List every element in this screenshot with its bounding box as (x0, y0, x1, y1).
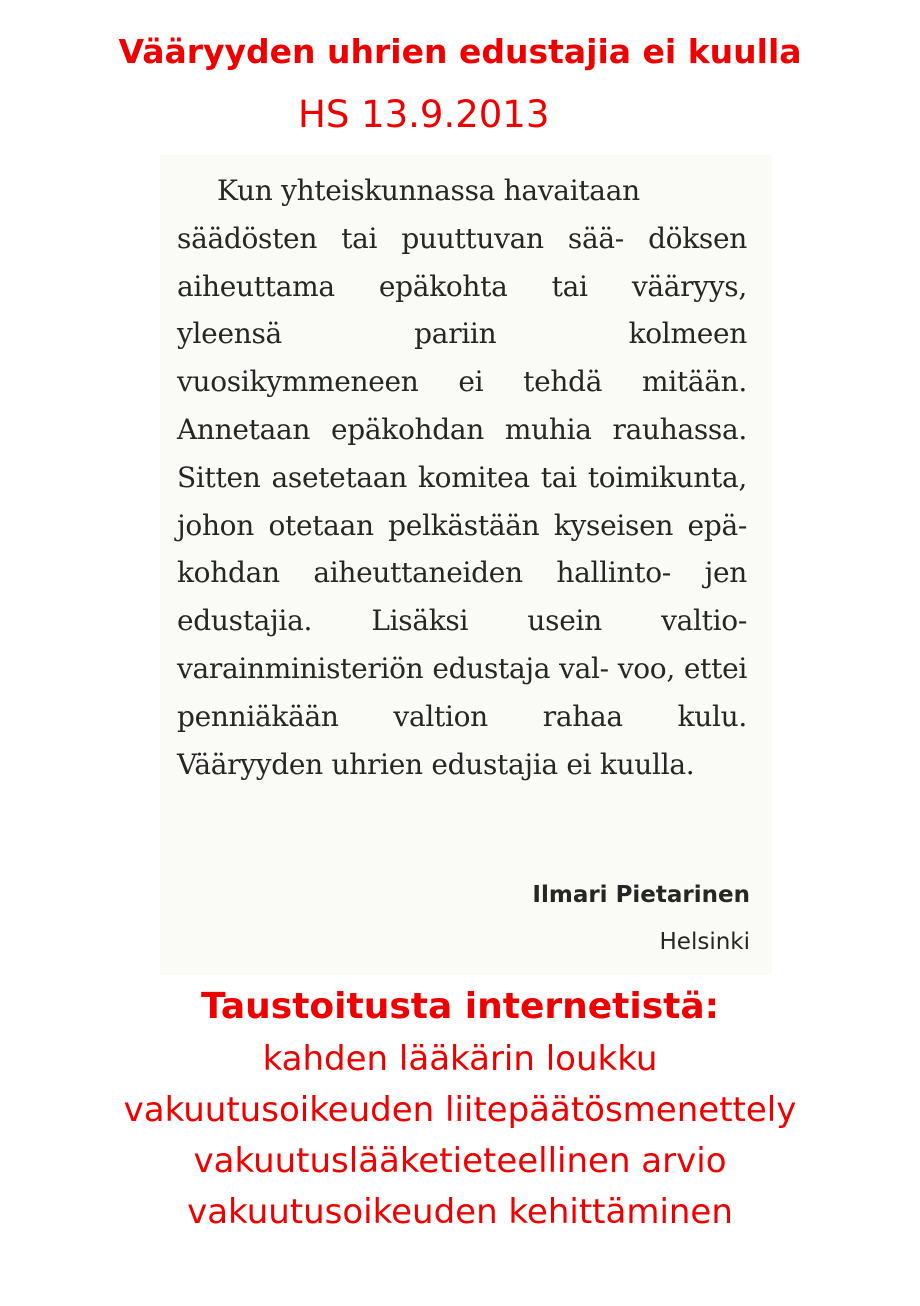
letter-body (177, 167, 747, 788)
source-date: HS 13.9.2013 (298, 93, 550, 136)
letter-line: otetaan pelkästään kyseisen epä- (268, 508, 747, 542)
headline: Vääryyden uhrien edustajia ei kuulla (118, 32, 802, 71)
letter-line: vuosikymmeneen ei tehdä (177, 365, 603, 399)
background-links (0, 1034, 920, 1238)
letter-line: kohdan aiheuttaneiden hallinto- (177, 556, 671, 590)
link-vakuutuslaaketieteellinen-arvio[interactable]: vakuutuslääketieteellinen arvio (193, 1141, 727, 1181)
newspaper-clipping (160, 155, 772, 975)
letter-line: varainministeriön edustaja val- (177, 651, 609, 685)
letter-line: mitään. Annetaan epäkohdan (177, 365, 747, 446)
letter-line: Kun yhteiskunnassa havaitaan (217, 174, 640, 207)
link-vakuutusoikeuden-kehittaminen[interactable]: vakuutusoikeuden kehittäminen (187, 1192, 733, 1232)
letter-city: Helsinki (659, 929, 750, 955)
letter-line: muhia rauhassa. Sitten asetetaan (177, 412, 747, 494)
letter-line: jen edustajia. Lisäksi usein valtio- (177, 556, 747, 638)
letter-line: voo, ettei penniäkään valtion (177, 651, 747, 733)
letter-line: vääryys, yleensä pariin kolmeen (177, 269, 747, 351)
letter-line: säädösten tai puuttuvan sää- (177, 221, 624, 255)
link-kahden-laakarin-loukku[interactable]: kahden lääkärin loukku (262, 1039, 658, 1079)
letter-line: döksen aiheuttama epäkohta tai (177, 221, 747, 303)
link-liitepaatosmenettely[interactable]: vakuutusoikeuden liitepäätösmenettely (123, 1090, 797, 1130)
letter-author: Ilmari Pietarinen (532, 882, 750, 908)
background-heading: Taustoitusta internetistä: (200, 986, 720, 1027)
letter-line: komitea tai toimikunta, johon (177, 460, 747, 542)
letter-line: edustajia ei kuulla. (431, 747, 695, 781)
letter-line: rahaa kulu. Vääryyden uhrien (177, 699, 747, 781)
